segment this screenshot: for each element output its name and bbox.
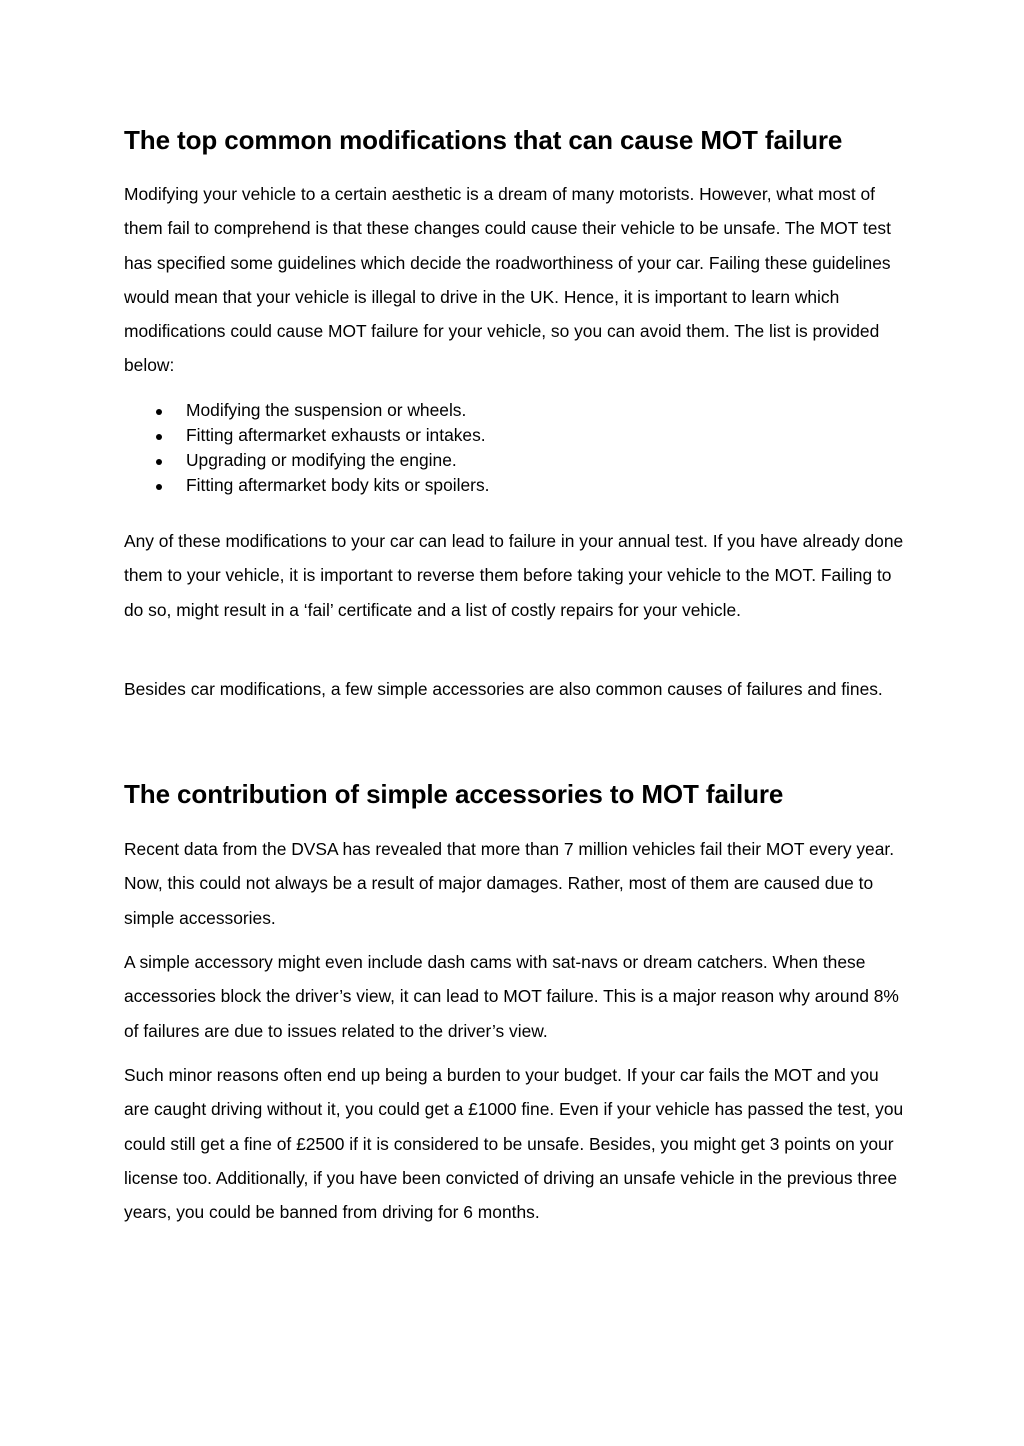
body-paragraph: Any of these modifications to your car can lead to failure in your annual test. If you have already done them to your vehicle, it is important to reverse them before taking your vehicle to the MOT. Failing to do so, might result in a ‘fail’ certificate and a list of costly repairs for your vehicle. [124, 531, 904, 620]
body-paragraph: A simple accessory might even include dash cams with sat-navs or dream catchers. When these accessories block the driver’s view, it can lead to MOT failure. This is a major reason why around 8% of failures are due to issues related to the driver’s view. [124, 952, 899, 1041]
list-item: Fitting aftermarket body kits or spoilers. [124, 473, 489, 498]
list-item: Upgrading or modifying the engine. [124, 448, 489, 473]
bullet-icon [156, 484, 162, 490]
body-paragraph: Recent data from the DVSA has revealed that more than 7 million vehicles fail their MOT every year. Now, this could not always be a result of major damages. Rather, most of them are caused due to simple accessories. [124, 839, 895, 928]
list-item: Modifying the suspension or wheels. [124, 398, 489, 423]
modifications-list [124, 398, 489, 498]
intro-paragraph: Modifying your vehicle to a certain aesthetic is a dream of many motorists. However, what most of them fail to comprehend is that these changes could cause their vehicle to be unsafe. The MOT test has specified some guidelines which decide the roadworthiness of your car. Failing these guidelines would mean that your vehicle is illegal to drive in the UK. Hence, it is important to learn which modifications could cause MOT failure for your vehicle, so you can avoid them. The list is provided below: [124, 184, 891, 376]
list-item: Fitting aftermarket exhausts or intakes. [124, 423, 489, 448]
section-heading-accessories: The contribution of simple accessories to MOT failure [124, 779, 784, 809]
section-heading-modifications: The top common modifications that can cause MOT failure [124, 125, 843, 155]
bullet-icon [156, 459, 162, 465]
body-paragraph: Such minor reasons often end up being a burden to your budget. If your car fails the MOT and you are caught driving without it, you could get a £1000 fine. Even if your vehicle has passed the test, you could still get a fine of £2500 if it is considered to be unsafe. Besides, you might get 3 points on your license too. Additionally, if you have been convicted of driving an unsafe vehicle in the previous three years, you could be banned from driving for 6 months. [124, 1065, 904, 1223]
bullet-icon [156, 434, 162, 440]
bullet-icon [156, 409, 162, 415]
body-paragraph: Besides car modifications, a few simple accessories are also common causes of failures and fines. [124, 679, 883, 699]
